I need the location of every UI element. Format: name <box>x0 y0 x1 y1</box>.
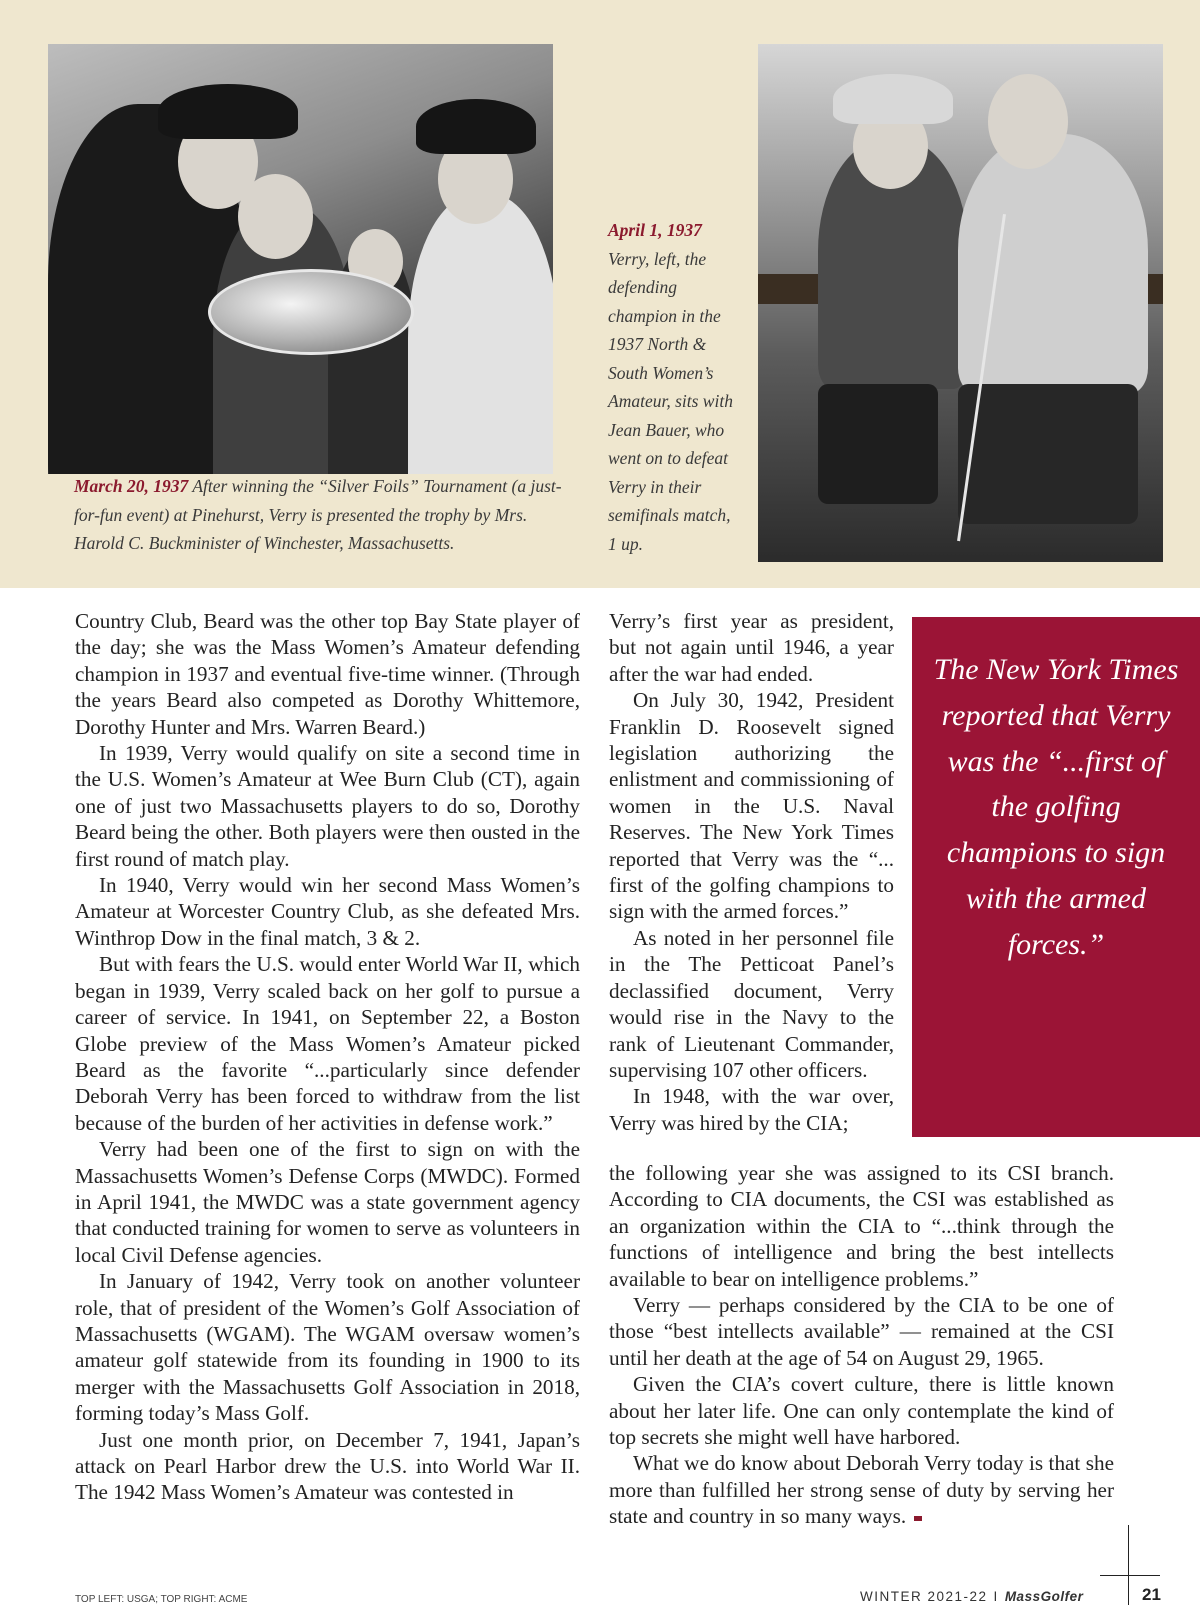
paragraph: In 1948, with the war over, Verry was hired by the CIA; <box>609 1084 894 1135</box>
crop-mark-horizontal <box>1100 1575 1160 1576</box>
trophy-presentation-photo <box>48 44 553 474</box>
paragraph: Just one month prior, on December 7, 1941, Japan’s attack on Pearl Harbor drew the U.S. into World War II. The 1942 Mass Women’s Amateur was contested in <box>75 1427 580 1505</box>
issue-folio <box>860 1589 1083 1604</box>
paragraph: Country Club, Beard was the other top Bay State player of the day; she was the Mass Women’s Amateur defending champion in 1937 and eventual five-time winner. (Through the years Beard also competed as Dorothy Whittemore, Dorothy Hunter and Mrs. Warren Beard.) <box>75 609 580 739</box>
bench-photo <box>758 44 1163 562</box>
photo-caption-right <box>608 216 743 558</box>
text-column-1 <box>75 608 580 1506</box>
paragraph: As noted in her personnel file in the The Petticoat Panel’s declassified document, Verry would rise in the Navy to the rank of Lieutenant Commander, supervising 107 other officers. <box>609 925 894 1082</box>
paragraph: Verry had been one of the first to sign on with the Massachusetts Women’s Defense Corps (MWDC). Formed in April 1941, the MWDC was a state government agency that conducted training for women to serve as volunteers in local Civil Defense agencies. <box>75 1137 580 1267</box>
text-column-2-bottom <box>609 1160 1114 1530</box>
paragraph: Given the CIA’s covert culture, there is little known about her later life. One can only contemplate the kind of top secrets she might well have harbored. <box>609 1372 1114 1450</box>
issue-date: WINTER 2021-22 <box>860 1589 988 1604</box>
paragraph: Verry’s first year as president, but not again until 1946, a year after the war had ended. <box>609 609 894 686</box>
crop-mark-vertical <box>1128 1525 1129 1605</box>
paragraph <box>609 1450 1114 1529</box>
text-column-2-top <box>609 608 894 1136</box>
pull-quote: The New York Times reported that Verry was the “...first of the golfing champions to sign with the armed forces.” <box>912 617 1200 1137</box>
paragraph: But with fears the U.S. would enter World War II, which began in 1939, Verry scaled back on her golf to pursue a career of service. In 1941, on September 22, a Boston Globe preview of the Mass Women’s Amateur picked Beard as the favorite “...particularly since defender Deborah Verry has been forced to withdraw from the list because of the burden of her activities in defense work.” <box>75 952 580 1135</box>
photo-credits: TOP LEFT: USGA; TOP RIGHT: ACME <box>75 1594 248 1605</box>
caption-text: Verry, left, the defending champion in the 1937 North & South Women’s Amateur, sits with Jean Bauer, who went on to defeat Verry in their semifinals match, 1 up. <box>608 248 733 554</box>
caption-date: March 20, 1937 <box>74 476 189 496</box>
caption-text: After winning the “Silver Foils” Tournament (a just-for-fun event) at Pinehurst, Verry is presented the trophy by Mrs. Harold C. Buckminister of Winchester, Massachusetts. <box>74 476 562 553</box>
end-mark-icon <box>914 1516 922 1521</box>
folio-separator: I <box>993 1589 999 1604</box>
paragraph: In January of 1942, Verry took on another volunteer role, that of president of the Women’s Golf Association of Massachusetts (WGAM). The WGAM oversaw women’s amateur golf statewide from its founding in 1900 to its merger with the Massachusetts Golf Association in 2018, forming today’s Mass Golf. <box>75 1269 580 1426</box>
closing-paragraph-text: What we do know about Deborah Verry today is that she more than fulfilled her strong sense of duty by serving her state and country in so many ways. <box>609 1451 1114 1529</box>
paragraph: In 1939, Verry would qualify on site a second time in the U.S. Women’s Amateur at Wee Burn Club (CT), again one of just two Massachusetts players to do so, Dorothy Beard being the other. Both players were then ousted in the first round of match play. <box>75 741 580 871</box>
magazine-name: MassGolfer <box>1004 1589 1084 1604</box>
page-number: 21 <box>1142 1585 1161 1604</box>
caption-date: April 1, 1937 <box>608 220 702 240</box>
photo-caption-left <box>74 472 564 558</box>
paragraph: In 1940, Verry would win her second Mass Women’s Amateur at Worcester Country Club, as she defeated Mrs. Winthrop Dow in the final match, 3 & 2. <box>75 873 580 950</box>
paragraph: On July 30, 1942, President Franklin D. Roosevelt signed legislation authorizing the enlistment and commissioning of women in the U.S. Naval Reserves. The New York Times reported that Verry was the “... first of the golfing champions to sign with the armed forces.” <box>609 688 894 924</box>
silver-tray <box>208 269 414 355</box>
paragraph: Verry — perhaps considered by the CIA to be one of those “best intellects available” — remained at the CSI until her death at the age of 54 on August 29, 1965. <box>609 1293 1114 1370</box>
paragraph: the following year she was assigned to its CSI branch. According to CIA documents, the CSI was established as an organization within the CIA to “...think through the functions of intelligence and bring the best intellects available to bear on intelligence problems.” <box>609 1161 1114 1291</box>
